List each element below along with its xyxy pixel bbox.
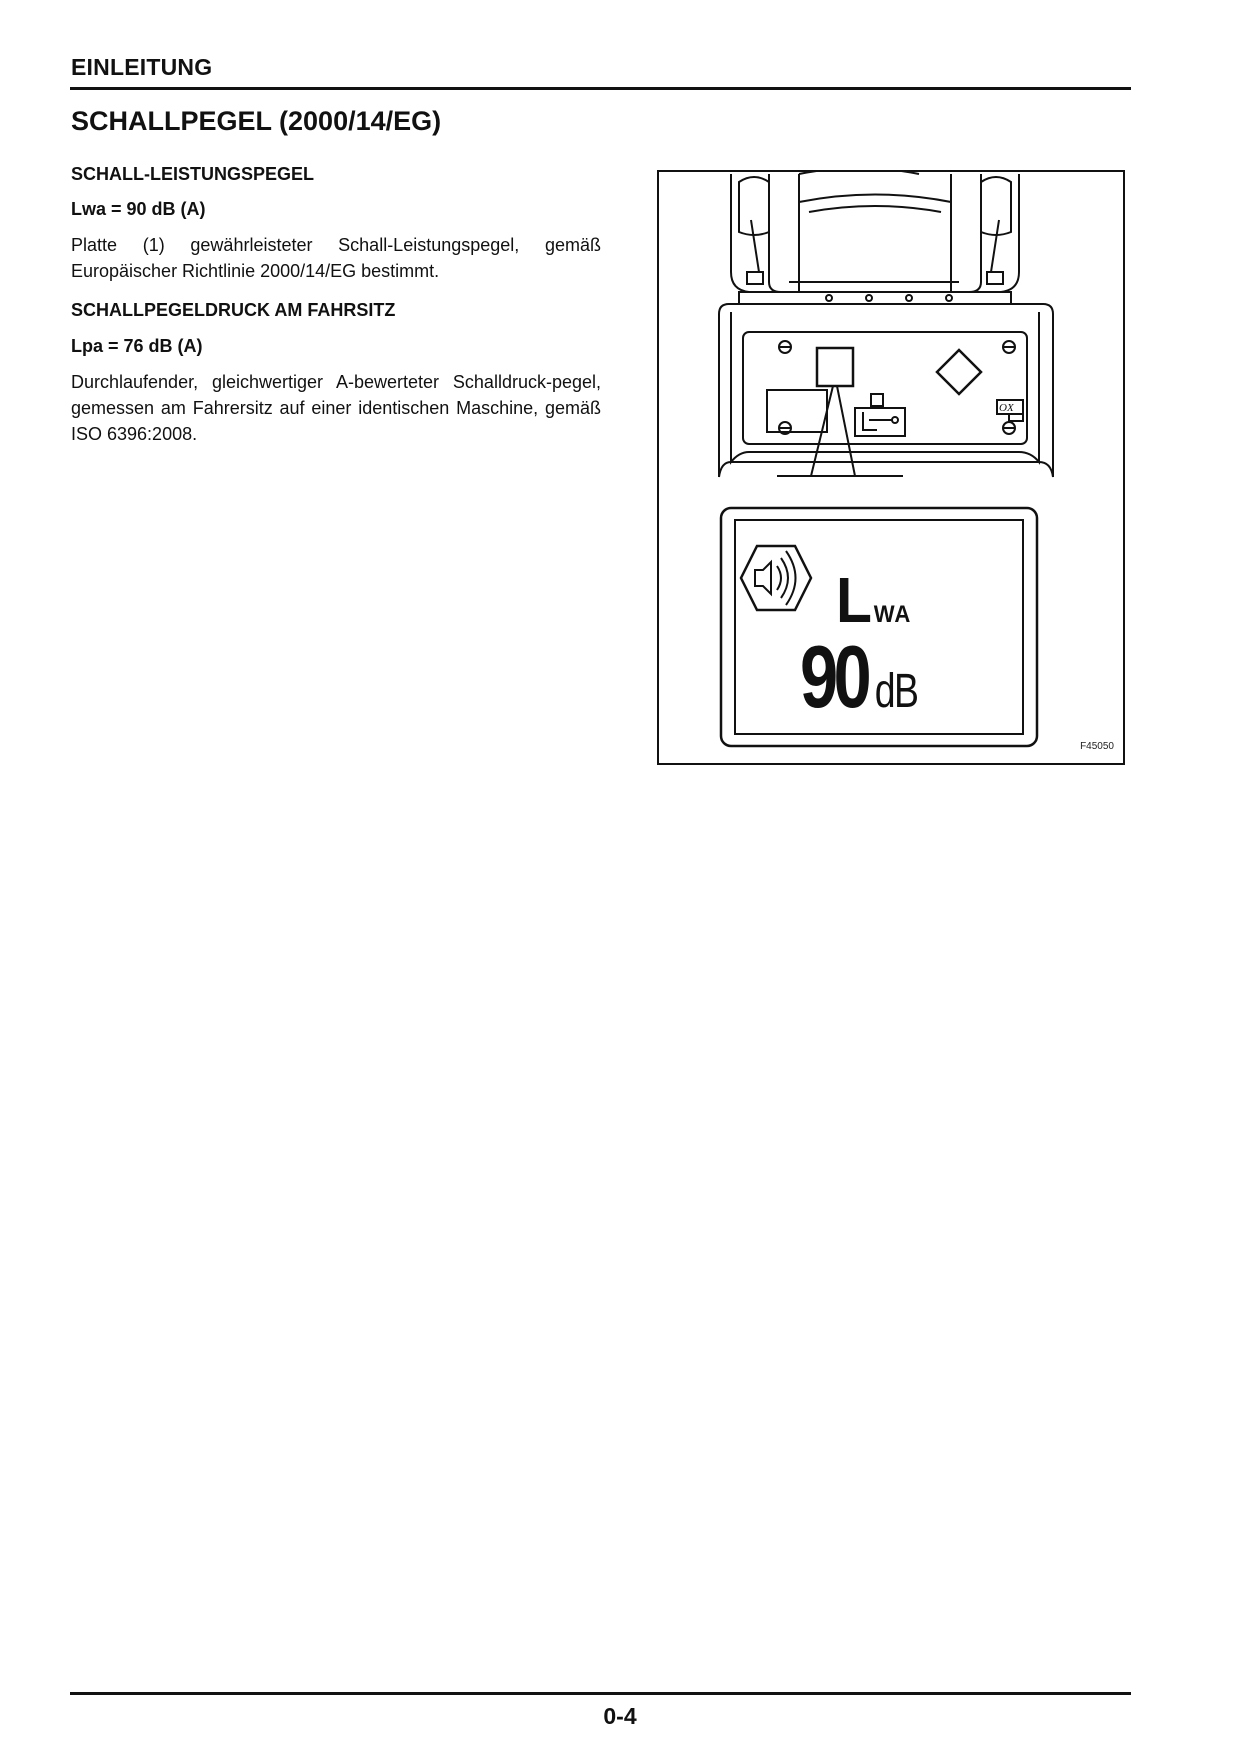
page-title: SCHALLPEGEL (2000/14/EG) [71, 106, 442, 136]
section-label: EINLEITUNG [71, 54, 213, 80]
plate-label-sub: WA [873, 601, 912, 628]
plate-value-number: 90 [800, 627, 867, 726]
sound-pressure-description: Durchlaufender, gleichwertiger A-bewerteter Schalldruck-pegel, gemessen am Fahrersitz auf einer identischen Maschine, gemäß ISO 6396:2008. [71, 372, 601, 444]
header-rule [70, 87, 1131, 90]
footer-rule [70, 1692, 1131, 1695]
sound-power-heading: SCHALL-LEISTUNGSPEGEL [71, 164, 315, 184]
page-number: 0-4 [603, 1703, 637, 1729]
figure-code: F45050 [1080, 741, 1114, 752]
plate-label-main: L [836, 564, 871, 636]
sound-pressure-heading: SCHALLPEGELDRUCK AM FAHRSITZ [71, 300, 396, 320]
sound-power-description: Platte (1) gewährleisteter Schall-Leistungspegel, gemäß Europäischer Richtlinie 2000/14/EG bestimmt. [71, 235, 601, 281]
plate-value-unit: dB [874, 665, 918, 718]
panel-marking: OX [999, 402, 1014, 414]
sound-pressure-value: Lpa = 76 dB (A) [71, 336, 203, 356]
plate-value [800, 627, 918, 736]
sound-power-value: Lwa = 90 dB (A) [71, 199, 206, 219]
